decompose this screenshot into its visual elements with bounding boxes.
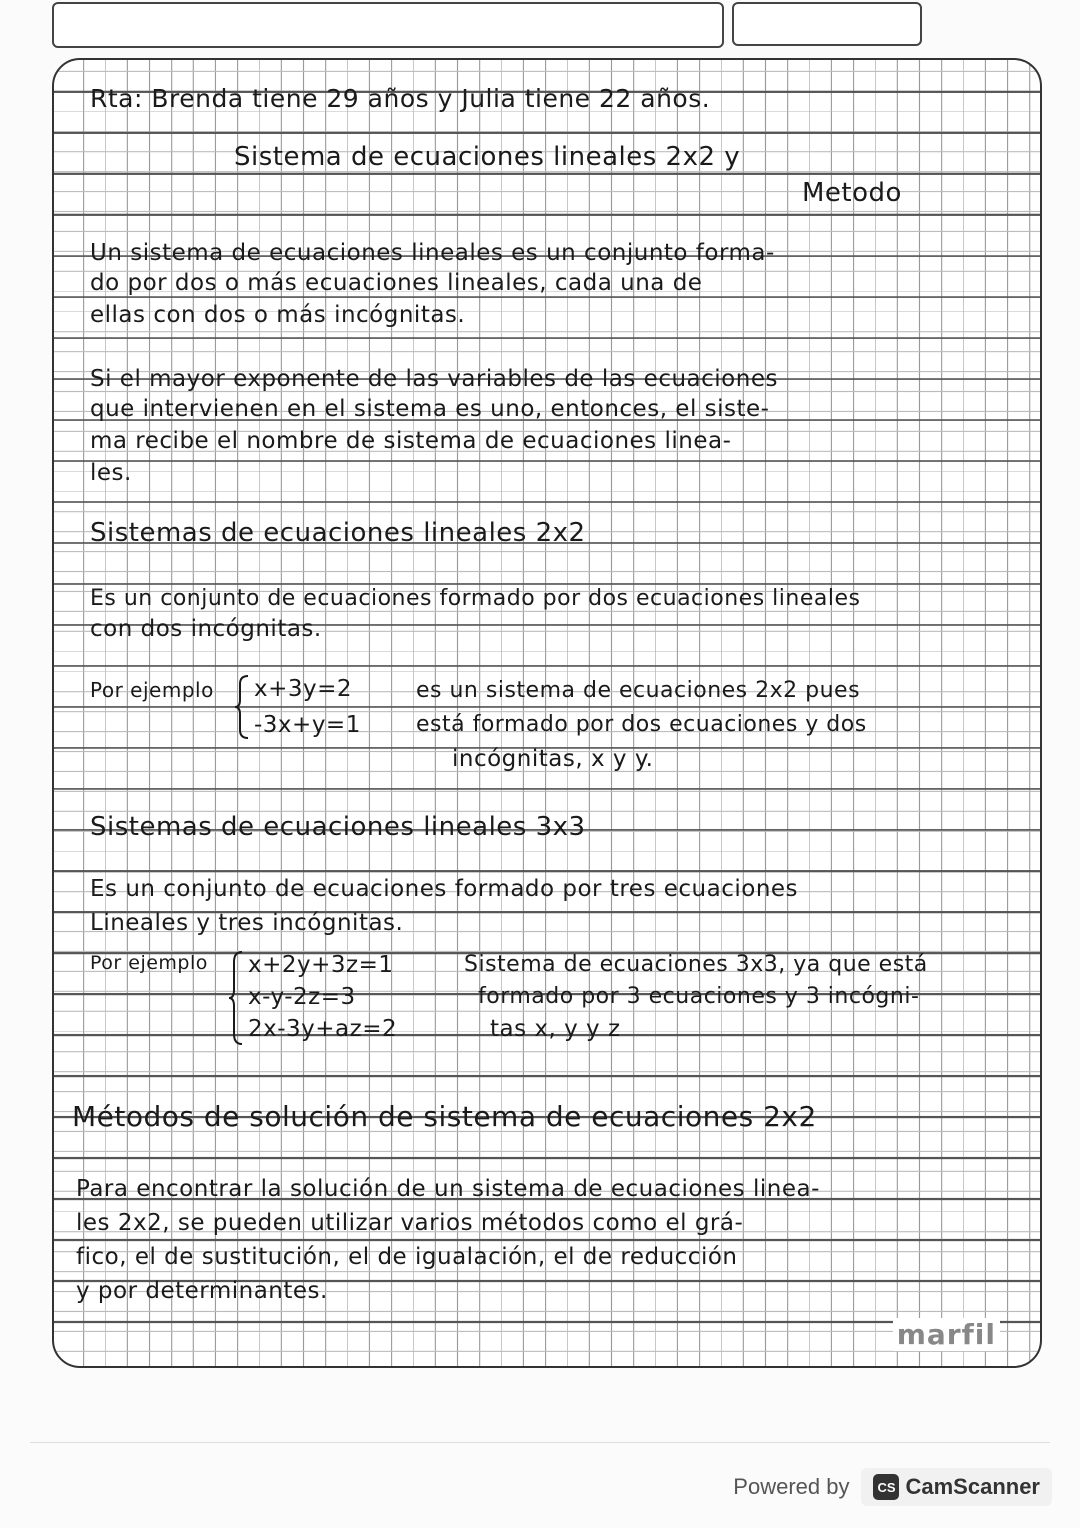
camscanner-icon: CS [873, 1474, 899, 1500]
brace-icon [228, 950, 244, 1046]
equation: x+3y=2 [254, 676, 353, 702]
paragraph-line: les. [90, 460, 132, 486]
explanation-line: Sistema de ecuaciones 3x3, ya que está [464, 952, 928, 977]
paragraph-line: Para encontrar la solución de un sistema de ecuaciones linea- [76, 1176, 820, 1202]
camscanner-name: CamScanner [905, 1474, 1040, 1499]
explanation-line: está formado por dos ecuaciones y dos [416, 712, 867, 737]
paragraph-line: fico, el de sustitución, el de igualación, el de reducción [76, 1244, 738, 1270]
equation: 2x-3y+az=2 [248, 1016, 398, 1042]
paragraph-line: do por dos o más ecuaciones lineales, cada una de [90, 270, 703, 296]
paragraph-line: ma recibe el nombre de sistema de ecuaciones linea- [90, 428, 732, 454]
paragraph-line: Es un conjunto de ecuaciones formado por tres ecuaciones [90, 876, 799, 902]
paragraph-line: Si el mayor exponente de las variables de las ecuaciones [90, 366, 778, 392]
page-title: Sistema de ecuaciones lineales 2x2 y [234, 142, 741, 172]
notebook-brand-logo: marfil [893, 1318, 1000, 1351]
brace-icon [234, 674, 250, 740]
page-title-cont: Metodo [802, 178, 902, 208]
paragraph-line: Lineales y tres incógnitas. [90, 910, 404, 936]
paragraph-line: ellas con dos o más incógnitas. [90, 302, 466, 328]
divider [30, 1442, 1050, 1443]
paragraph-line: Es un conjunto de ecuaciones formado por dos ecuaciones lineales [90, 586, 861, 611]
notebook-page [52, 58, 1042, 1368]
equation: -3x+y=1 [254, 712, 361, 738]
paragraph-line: les 2x2, se pueden utilizar varios métodos como el grá- [76, 1210, 744, 1236]
heading-methods: Métodos de solución de sistema de ecuaciones 2x2 [72, 1100, 817, 1133]
notebook-header-box-right [732, 2, 922, 46]
paragraph-line: y por determinantes. [76, 1278, 328, 1304]
equation: x-y-2z=3 [248, 984, 356, 1010]
notebook-header-box-left [52, 2, 724, 48]
equation: x+2y+3z=1 [248, 952, 394, 978]
explanation-line: formado por 3 ecuaciones y 3 incógni- [478, 984, 920, 1009]
explanation-line: incógnitas, x y y. [452, 746, 654, 772]
answer-line: Rta: Brenda tiene 29 años y Julia tiene 22 años. [90, 84, 711, 113]
paragraph-line: Un sistema de ecuaciones lineales es un conjunto forma- [90, 240, 775, 266]
heading-3x3: Sistemas de ecuaciones lineales 3x3 [90, 812, 586, 842]
explanation-line: es un sistema de ecuaciones 2x2 pues [416, 678, 861, 703]
paragraph-line: con dos incógnitas. [90, 616, 322, 642]
paragraph-line: que intervienen en el sistema es uno, entonces, el siste- [90, 396, 770, 422]
powered-by-text: Powered by [733, 1474, 850, 1499]
camscanner-badge [861, 1468, 1052, 1506]
explanation-line: tas x, y y z [490, 1016, 621, 1042]
example-label: Por ejemplo [90, 678, 214, 702]
camscanner-watermark [733, 1468, 1052, 1506]
heading-2x2: Sistemas de ecuaciones lineales 2x2 [90, 518, 586, 548]
example-label: Por ejemplo [90, 952, 208, 974]
